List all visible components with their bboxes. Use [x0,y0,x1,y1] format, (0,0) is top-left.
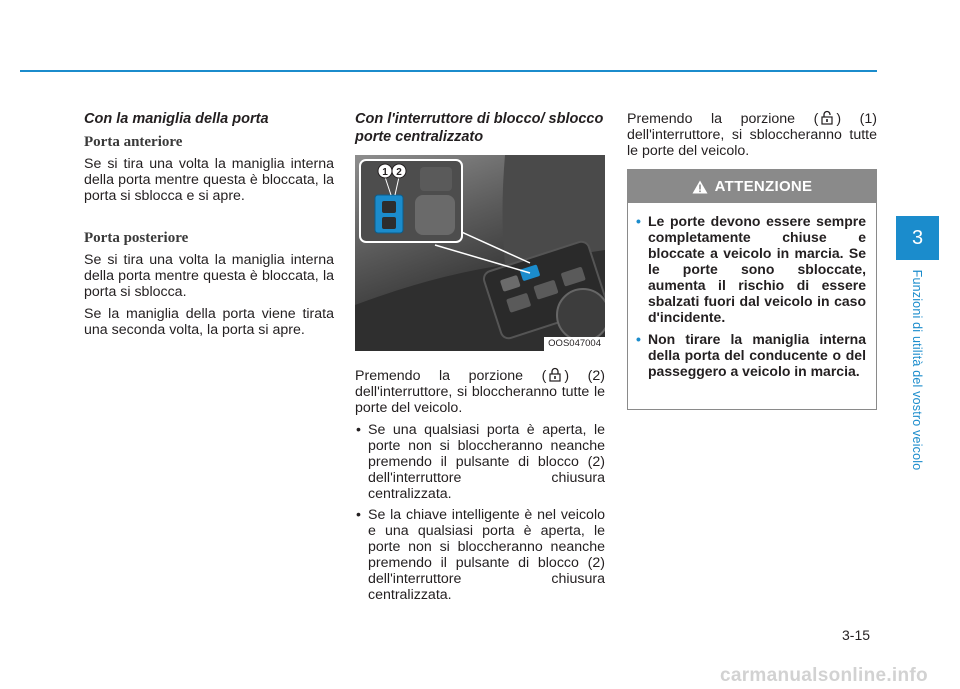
rear-door-text-1: Se si tira una volta la maniglia interna della porta mentre questa è bloccata, la porta si sblocca. [84,252,334,300]
rear-door-text-2: Se la maniglia della porta viene tirata una seconda volta, la porta si apre. [84,306,334,338]
unlock-icon [820,110,834,125]
subhead-rear-door: Porta posteriore [84,230,189,246]
callout-1-label: 1 [382,167,388,178]
door-panel-illustration [355,155,605,351]
warning-list [628,203,876,379]
list-item: • Non tirare la maniglia interna della porta del conducente o del passeggero a veicolo in marcia. [640,331,866,379]
list-item: • Se una qualsiasi porta è aperta, le porte non si bloccheranno neanche premendo il pulsante di blocco (2) dell'interruttore chiusura centralizzata. [355,422,605,502]
unlock-instruction-start: Premendo la porzione ( [627,111,819,127]
warning-box [627,169,877,410]
lock-instruction-end: ) (2) dell'interruttore, si bloccheranno tutte le porte del veicolo. [355,368,605,416]
column-unlock [627,110,877,410]
subhead-front-door: Porta anteriore [84,134,183,150]
lock-instruction [355,367,605,416]
header-rule [20,70,877,72]
chapter-title: Funzioni di utilità del vostro veicolo [910,269,924,471]
warning-header [628,170,876,203]
lock-icon [548,367,562,382]
chapter-tab: 3 [896,216,939,260]
warning-triangle-icon [692,180,708,194]
watermark: carmanualsonline.info [720,665,928,686]
list-item: • Se la chiave intelligente è nel veicolo e una qualsiasi porta è aperta, le porte non si bloccheranno neanche premendo il pulsante di blocco (2) dell'interruttore chiusura centralizzata. [355,507,605,603]
page-number: 3-15 [842,627,871,643]
unlock-instruction [627,110,877,159]
section-heading-central-switch: Con l'interruttore di blocco/ sblocco porte centralizzato [355,111,604,145]
unlock-instruction-end: ) (1) dell'interruttore, si sbloccheranno tutte le porte del veicolo. [627,111,877,159]
photo-code: OOS047004 [544,337,605,351]
front-door-text: Se si tira una volta la maniglia interna della porta mentre questa è bloccata, la porta si sblocca e si apre. [84,156,334,204]
warning-title: ATTENZIONE [714,177,813,195]
list-item: • Le porte devono essere sempre completamente chiuse e bloccate a veicolo in marcia. Se le porte sono sbloccate, aumenta il rischio di essere sbalzati fuori dal veicolo in caso d'incidente. [640,213,866,325]
callout-2-label: 2 [396,167,402,178]
door-switch-photo [355,155,605,351]
column-central-switch [355,110,605,608]
lock-notes-list [355,422,605,603]
lock-instruction-start: Premendo la porzione ( [355,368,547,384]
column-door-handle [84,110,334,344]
section-heading-door-handle: Con la maniglia della porta [84,111,269,127]
